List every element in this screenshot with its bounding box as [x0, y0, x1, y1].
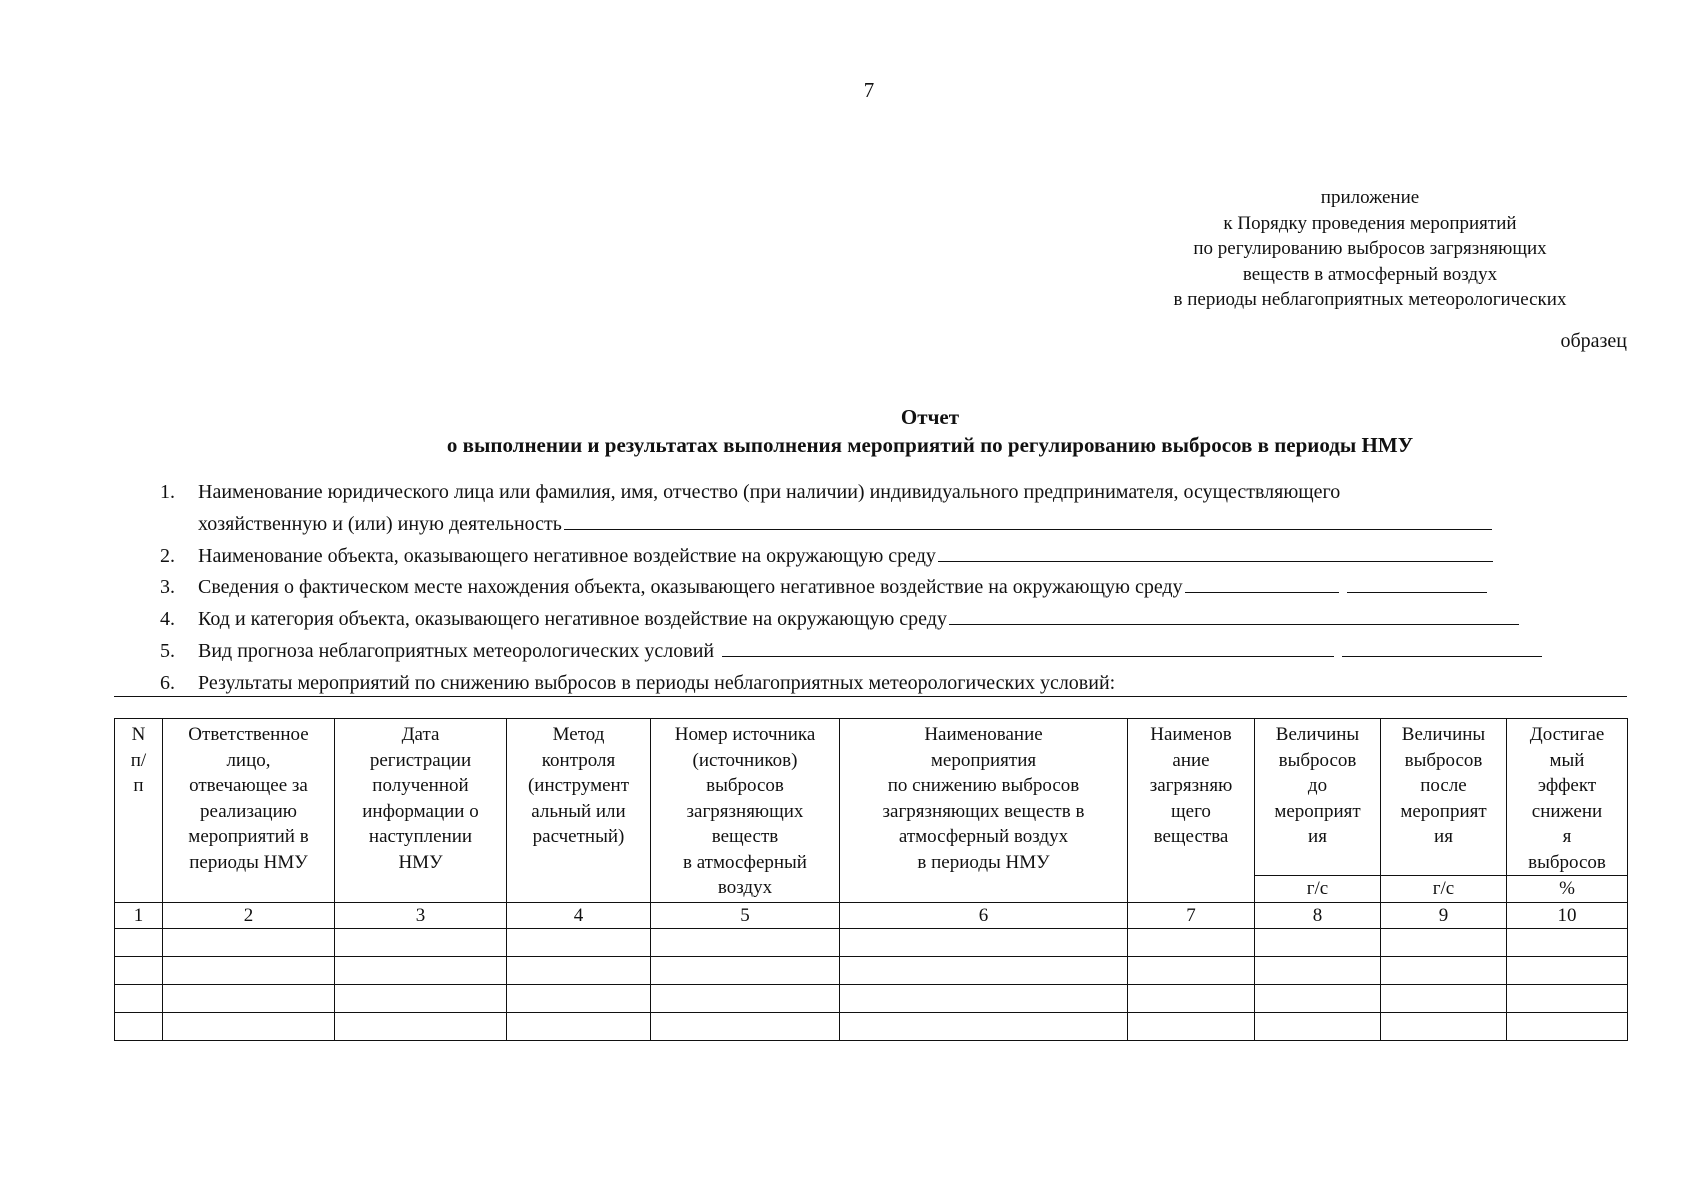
appendix-note — [1080, 185, 1660, 313]
table-cell[interactable] — [1128, 957, 1255, 985]
column-header: Дата регистрации полученной информации о наступлении НМУ — [335, 719, 507, 903]
column-number: 5 — [651, 902, 840, 929]
column-header: Величины выбросов после мероприят ия — [1381, 719, 1507, 876]
report-item — [160, 541, 1610, 573]
table-cell[interactable] — [840, 1013, 1128, 1041]
report-item — [160, 572, 1610, 604]
fill-in-line[interactable] — [1342, 636, 1542, 657]
item-text: Вид прогноза неблагоприятных метеорологических условий — [198, 639, 715, 662]
item-number: 5. — [160, 639, 175, 662]
column-number: 7 — [1128, 902, 1255, 929]
table-cell[interactable] — [115, 929, 163, 957]
column-number: 4 — [507, 902, 651, 929]
table-cell[interactable] — [1381, 929, 1507, 957]
table-cell[interactable] — [1381, 1013, 1507, 1041]
fill-in-line[interactable] — [564, 509, 1492, 530]
table-cell[interactable] — [335, 929, 507, 957]
fill-in-line[interactable] — [1185, 572, 1339, 593]
table-cell[interactable] — [1507, 1013, 1628, 1041]
item-number: 3. — [160, 576, 175, 599]
report-items — [160, 477, 1610, 700]
table-cell[interactable] — [840, 985, 1128, 1013]
report-item — [160, 477, 1610, 541]
column-number: 8 — [1255, 902, 1381, 929]
report-item — [160, 604, 1610, 636]
table-cell[interactable] — [651, 957, 840, 985]
unit-cell: % — [1507, 876, 1628, 903]
item-text: Сведения о фактическом месте нахождения объекта, оказывающего негативное воздействие на окружающую среду — [198, 576, 1183, 599]
sample-label: образец — [1560, 330, 1627, 352]
table-cell[interactable] — [1381, 985, 1507, 1013]
table-cell[interactable] — [1507, 929, 1628, 957]
column-header: Наименование мероприятия по снижению выбросов загрязняющих веществ в атмосферный воздух в периоды НМУ — [840, 719, 1128, 903]
table-cell[interactable] — [651, 985, 840, 1013]
column-number: 1 — [115, 902, 163, 929]
table-cell[interactable] — [1255, 1013, 1381, 1041]
item-number: 1. — [160, 481, 175, 503]
column-number-row — [115, 902, 1628, 929]
fill-in-line[interactable] — [938, 541, 1493, 562]
item-number: 6. — [160, 671, 175, 694]
appendix-line: по регулированию выбросов загрязняющих — [1193, 238, 1547, 259]
item-text: Наименование юридического лица или фамилия, имя, отчество (при наличии) индивидуального предпринимателя, осуществляющего — [198, 481, 1341, 503]
table-cell[interactable] — [335, 1013, 507, 1041]
table-cell[interactable] — [335, 985, 507, 1013]
column-header: Достигае мый эффект снижени я выбросов — [1507, 719, 1628, 876]
table-cell[interactable] — [651, 1013, 840, 1041]
report-title-line: о выполнении и результатах выполнения мероприятий по регулированию выбросов в периоды НМУ — [446, 433, 1414, 457]
table-cell[interactable] — [1128, 929, 1255, 957]
table-cell[interactable] — [507, 929, 651, 957]
table-cell[interactable] — [1255, 985, 1381, 1013]
item-number: 4. — [160, 608, 175, 631]
item-number: 2. — [160, 544, 175, 567]
table-row — [115, 957, 1628, 985]
column-number: 9 — [1381, 902, 1507, 929]
table-cell[interactable] — [1381, 957, 1507, 985]
divider-line — [114, 696, 1627, 697]
page-number: 7 — [863, 78, 875, 102]
table-cell[interactable] — [507, 957, 651, 985]
column-header: Ответственное лицо, отвечающее за реализацию мероприятий в периоды НМУ — [163, 719, 335, 903]
report-item — [160, 668, 1610, 700]
fill-in-line[interactable] — [949, 604, 1519, 625]
appendix-line: к Порядку проведения мероприятий — [1223, 212, 1517, 234]
table-cell[interactable] — [1255, 957, 1381, 985]
item-text: Код и категория объекта, оказывающего негативное воздействие на окружающую среду — [198, 608, 947, 631]
table-cell[interactable] — [115, 985, 163, 1013]
report-title-line: Отчет — [900, 405, 960, 429]
table-cell[interactable] — [507, 1013, 651, 1041]
table-cell[interactable] — [163, 1013, 335, 1041]
column-number: 2 — [163, 902, 335, 929]
table-cell[interactable] — [507, 985, 651, 1013]
column-header: Наименов ание загрязняю щего вещества — [1128, 719, 1255, 903]
table-cell[interactable] — [115, 1013, 163, 1041]
unit-cell: г/с — [1255, 876, 1381, 903]
unit-cell: г/с — [1381, 876, 1507, 903]
table-row — [115, 985, 1628, 1013]
item-text: Наименование объекта, оказывающего негативное воздействие на окружающую среду — [198, 544, 936, 567]
table-cell[interactable] — [1507, 985, 1628, 1013]
column-header: Величины выбросов до мероприят ия — [1255, 719, 1381, 876]
table-cell[interactable] — [163, 985, 335, 1013]
report-item — [160, 636, 1610, 668]
table-cell[interactable] — [651, 929, 840, 957]
item-text: хозяйственную и (или) иную деятельность — [198, 512, 562, 535]
appendix-line: в периоды неблагоприятных метеорологических — [1173, 289, 1567, 310]
table-cell[interactable] — [1128, 985, 1255, 1013]
column-header: Номер источника (источников) выбросов загрязняющих веществ в атмосферный воздух — [651, 719, 840, 903]
column-header: N п/ п — [115, 719, 163, 903]
table-cell[interactable] — [1507, 957, 1628, 985]
table-cell[interactable] — [163, 929, 335, 957]
column-number: 3 — [335, 902, 507, 929]
table-cell[interactable] — [840, 957, 1128, 985]
header-row — [115, 719, 1628, 876]
column-header: Метод контроля (инструмент альный или расчетный) — [507, 719, 651, 903]
column-number: 6 — [840, 902, 1128, 929]
table-cell[interactable] — [163, 957, 335, 985]
column-number: 10 — [1507, 902, 1628, 929]
table-cell[interactable] — [1128, 1013, 1255, 1041]
report-title — [0, 403, 1698, 459]
table-cell[interactable] — [1255, 929, 1381, 957]
table-cell[interactable] — [335, 957, 507, 985]
appendix-line: приложение — [1320, 187, 1420, 208]
appendix-line: веществ в атмосферный воздух — [1242, 263, 1498, 285]
table-row — [115, 1013, 1628, 1041]
results-table — [114, 718, 1628, 1041]
table-row — [115, 929, 1628, 957]
item-text: Результаты мероприятий по снижению выбросов в периоды неблагоприятных метеорологических условий: — [198, 671, 1116, 694]
fill-in-line[interactable] — [1347, 572, 1487, 593]
table-cell[interactable] — [840, 929, 1128, 957]
fill-in-line[interactable] — [722, 636, 1334, 657]
table-cell[interactable] — [115, 957, 163, 985]
